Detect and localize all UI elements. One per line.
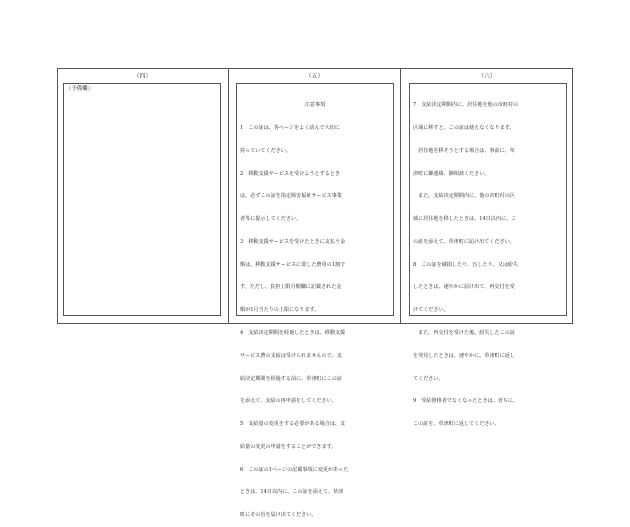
- notes-line: この証を、草津町に返してください。: [413, 421, 500, 428]
- notes-line: 額が1月当たりの上限になります。: [240, 307, 320, 314]
- notes-line: 者等に提示してください。: [240, 216, 302, 223]
- notes-text: [240, 87, 390, 527]
- panel-six-title: （六）: [477, 73, 496, 80]
- spare-field-box: [63, 83, 221, 316]
- notes-line: 8 この証を破損したり、汚したり、又は紛失: [413, 261, 519, 268]
- panel-four-title: （四）: [133, 73, 152, 80]
- notes-line: 区域に移すと、この証は使えなくなります。: [413, 124, 515, 131]
- notes-line: 1 この証は、各ページをよく読んで大切に: [240, 124, 340, 131]
- notes-line: 3 移動支援サービスを受けたときに支払う金: [240, 238, 346, 245]
- notes-line: また、再交付を受けた後、紛失したこの証: [413, 330, 515, 336]
- notes-line: 額は、移動支援サービスに要した費用の1割で: [240, 261, 346, 268]
- notes-heading: 注意事項: [304, 102, 326, 109]
- notes-line: 5 支給量の変更をする必要がある場合は、支: [240, 421, 346, 428]
- notes-line: 町にその旨を届け出てください。: [240, 512, 317, 519]
- notes-line: 給量の変更の申請をすることができます。: [240, 443, 337, 450]
- notes-line: けてください。: [413, 307, 449, 314]
- notes-line: 9 受給資格者でなくなったときは、直ちに、: [413, 398, 519, 405]
- notes-line: サービス費の支給は受けられませんので、支: [240, 352, 342, 359]
- notes-continued-text: [413, 87, 563, 436]
- notes-line: 7 支給決定期間内に、居住地を他の市町村の: [413, 102, 519, 109]
- notes-line: を添えて、支給の再申請をしてください。: [240, 398, 337, 405]
- notes-line: す。ただし、負担上限月額欄に記載された金: [240, 284, 342, 291]
- notes-line: 域に居住地を移したときは、14日以内に、こ: [413, 216, 517, 223]
- notes-line: 6 この証の1ページの記載事項に変更があった: [240, 466, 349, 473]
- notes-line: 4 支給決定期間を経過したときは、移動支援: [240, 330, 346, 336]
- panel-divider: [228, 68, 229, 324]
- notes-line: したときは、速やかに届け出て、再交付を受: [413, 284, 515, 291]
- notes-line: また、支給決定期間内に、他の市町村の区: [413, 193, 515, 200]
- notes-line: 持っていてください。: [240, 147, 291, 154]
- notes-line: 居住地を移そうとする場合は、事前に、草: [413, 147, 515, 154]
- notes-line: 2 移動支援サービスを受けようとするとき: [240, 170, 341, 177]
- notes-line: 津町に御連絡、御相談ください。: [413, 170, 490, 177]
- notes-line: の証を添えて、草津町に届け出てください。: [413, 238, 515, 245]
- panel-divider: [400, 68, 401, 324]
- notes-line: てください。: [413, 375, 444, 382]
- notes-line: を発見したときは、速やかに、草津町に返し: [413, 352, 515, 359]
- notes-line: 給決定期間を経過する前に、草津町にこの証: [240, 375, 342, 382]
- notes-line: ときは、14日以内に、この証を添えて、草津: [240, 489, 344, 496]
- panel-five-title: （五）: [305, 73, 324, 80]
- spare-field-label: （予備欄）: [66, 86, 93, 92]
- notes-line: は、必ずこの証を指定障害福祉サービス事業: [240, 193, 342, 200]
